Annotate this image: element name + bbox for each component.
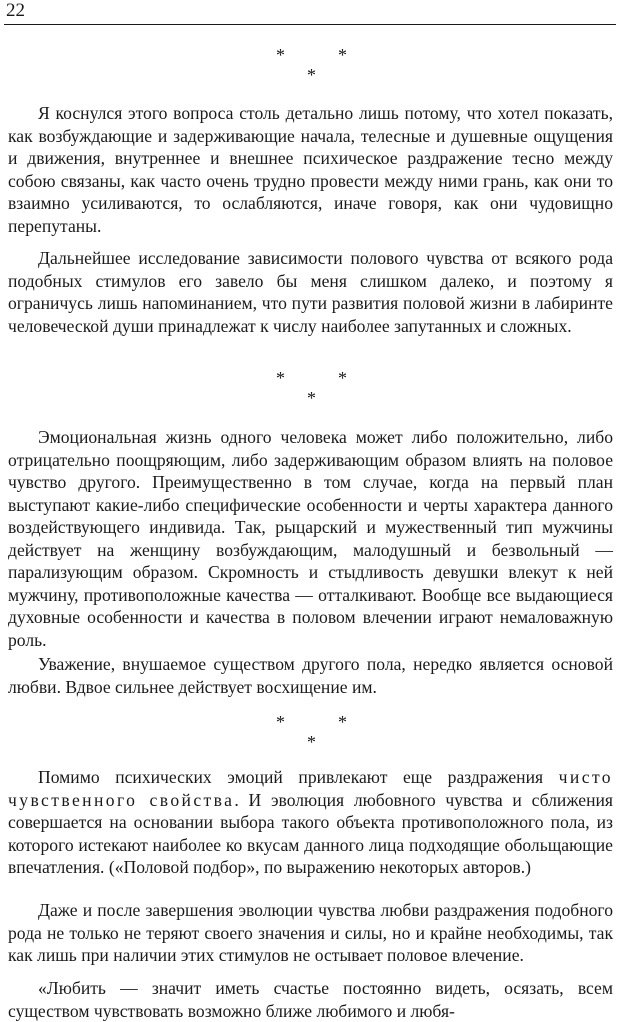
separator-star: * [307,388,316,408]
separator-star: * [276,712,285,732]
paragraph: Я коснулся этого вопроса столь детально лишь потому, что хотел показать, как возбуждающие и задерживающие начала, телесные и душевные ощущения и движения, внутреннее и внешнее психическое раздражение тесно между собою связаны, как часто очень трудно провести между ними грань, как они то взаимно усиливаются, то ослабляются, иначе говоря, как они чудовищно перепутаны. [8,103,613,236]
header-rule [4,24,616,25]
emphasized-text: чисто чувственного свойства [8,767,613,810]
paragraph: Эмоциональная жизнь одного человека может либо положительно, либо отрицательно поощряющим, либо задерживающим образом влиять на половое чувство другого. Преимущественно в том случае, когда на первый план выступают какие-либо специфические особенности и черты характера данного воздействующего индивида. Так, рыцарский и мужественный тип мужчины действует на женщину возбуждающим, малодушный и безвольный — парализующим образом. Скромность и стыдливость девушки влекут к ней мужчину, противоположные качества — отталкивают. Вообще все выдающиеся духовные особенности и качества в половом влечении играют немаловажную роль. [8,427,613,650]
paragraph: Уважение, внушаемое существом другого пола, нередко является основой любви. Вдвое сильнее действует восхищение им. [8,654,613,697]
section-separator [0,369,620,409]
paragraph-text: Помимо психических эмоций привлекают еще раздражения [38,767,559,787]
section-separator [0,46,620,86]
paragraph: Даже и после завершения эволюции чувства любви раздражения подобного рода не только не теряют своего значения и силы, но и крайне необходимы, так как лишь при наличии этих стимулов не остывает половое влечение. [8,900,613,965]
paragraph-text: . И эволюция любовного чувства и сближения совершается на основании выбора такого объекта противоположного пола, из которого истекают наиболее ко вкусам данного лица подходящие обольщающие впечатления. («Половой подбор», по выражению некоторых авторов.) [8,789,613,877]
paragraph: «Любить — значит иметь счастье постоянно видеть, осязать, всем существом чувствовать возможно ближе любимого и любя- [8,978,613,1021]
separator-star: * [276,45,285,65]
separator-star: * [276,368,285,388]
separator-star: * [338,368,347,388]
separator-star: * [338,45,347,65]
separator-star: * [338,712,347,732]
paragraph [8,766,613,879]
separator-star: * [307,732,316,752]
separator-star: * [307,65,316,85]
page-number: 22 [6,0,25,21]
paragraph: Дальнейшее исследование зависимости полового чувства от всякого рода подобных стимулов его завело бы меня слишком далеко, и поэтому я ограничусь лишь напоминанием, что пути развития половой жизни в лабиринте человеческой души принадлежат к числу наиболее запутанных и сложных. [8,248,613,336]
section-separator [0,713,620,753]
